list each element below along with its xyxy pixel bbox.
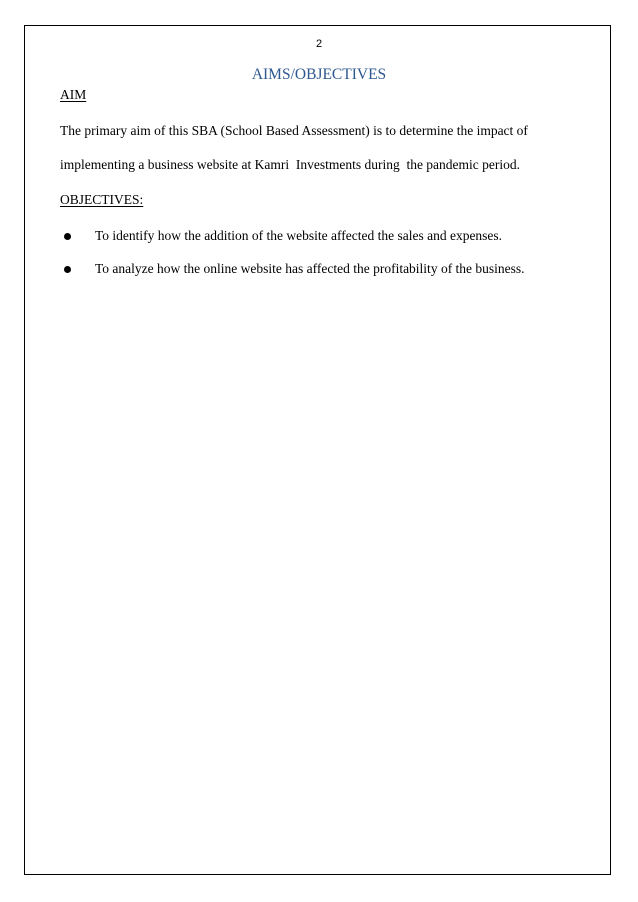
objective-item (0, 261, 600, 279)
objective-item (0, 228, 600, 246)
bullet-icon (64, 266, 71, 273)
page-number: 2 (315, 38, 323, 50)
page-title: AIMS/OBJECTIVES (251, 66, 387, 83)
bullet-icon (64, 233, 71, 240)
page-border (24, 25, 611, 875)
aim-heading: AIM (60, 87, 87, 102)
objective-text: To analyze how the online website has affected the profitability of the business. (95, 261, 525, 276)
aim-paragraph-line-1: The primary aim of this SBA (School Based Assessment) is to determine the impact of (60, 123, 528, 138)
aim-paragraph-line-2: implementing a business website at Kamri Investments during the pandemic period. (60, 157, 521, 172)
objective-text: To identify how the addition of the website affected the sales and expenses. (95, 228, 503, 243)
objectives-heading: OBJECTIVES: (60, 192, 144, 207)
